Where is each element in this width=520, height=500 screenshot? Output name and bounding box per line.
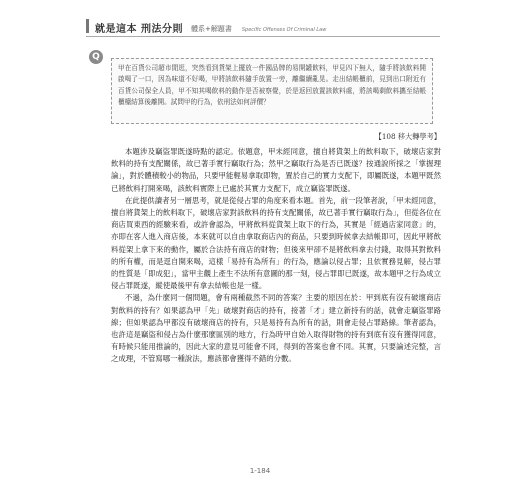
page-header: [86, 13, 446, 35]
question-badge: Q: [89, 50, 103, 64]
question-text: 甲在百貨公司超市閒逛，突然看到貨架上擺放一件國品牌的易開罐飲料，甲見四下無人，隨手將該飲料開啟喝了一口，因為味道不好喝，甲將該飲料隨手放置一旁，離繼續亂晃。走出結帳櫃前，見到出口附近有百貨公司保全人員，甲不知其喝飲料的動作是否被察覺，於是返回放置該飲料處，將該喝剩飲料攜至結帳櫃檯結算後離開。試問甲的行為，依刑法如何評價？: [118, 64, 426, 106]
answer-paragraph-3: 不過，為什麼同一個問題，會有兩種截然不同的答案？主要的原因在於：甲到底有沒有破壞商店對飲料的持有？如果認為甲「先」破壞對商店的持有，接著「才」建立新持有的話，就會走竊盜罪路線；但如果認為甲都沒有破壞商店的持有，只是易持有為所有的話，則會走侵占罪路線。筆者認為，也許這是竊盜和侵占為什麼那麼區別的地方，行為時甲自始入取得財物的持有到底有沒有獲得同意，有時候只能用推論的，因此大家的意見可能會不同，得到的答案也會不同。其實，只要論述完整，言之成理，不管寫哪一種說法，應該都會獲得不錯的分數。: [111, 293, 441, 364]
header-accent-bar: [86, 19, 89, 33]
header-divider: [86, 36, 440, 37]
exam-source-tag: 【108 移大轉學考】: [374, 132, 441, 141]
book-english-title: Specific Offenses Of Criminal Law: [241, 27, 327, 33]
answer-paragraph-2: 在此提供讀者另一層思考，就是從侵占罪的角度來看本題。首先，前一段筆者說，「甲未經同意，擅自將貨架上的飲料取下，破壞店家對該飲料的持有支配關係，故已著手實行竊取行為」，但從各位在商店買東西的經驗來看，或許會認為，甲將飲料從貨架上取下的行為，其實是「經過店家同意」的，亦即在客人進入商店後，本來就可以自由拿取商店內的商品，只要到時候拿去結帳即可，因此甲將飲料從架上拿下來的動作，屬於合法持有商店的財物；但後來甲卻不是將飲料拿去付錢，取得其對飲料的所有權，而是逕自開來喝，這樣「易持有為所有」的行為，應論以侵占罪；且依實務見解，侵占罪的性質是「即成犯」，當甲主觀上產生不法所有意圖的那一刻，侵占罪即已既遂，故本題甲之行為成立侵占罪既遂，縱使最後甲有拿去結帳也是一樣。: [111, 195, 441, 291]
question-box: [111, 58, 433, 124]
book-subtitle: 體系+解題書: [190, 25, 232, 33]
page-number: 1-184: [249, 467, 271, 475]
answer-body: [111, 146, 441, 446]
answer-paragraph-1: 本題涉及竊盜罪既遂時點的認定。依題意，甲未經同意，擅自將貨架上的飲料取下，破壞店家對飲料的持有支配關係，故已著手實行竊取行為；然甲之竊取行為是否已既遂？按通說所採之「掌握理論」，對於體積較小的物品，只要甲能輕易拿取即物，置於自己的實力支配下，即屬既遂，本題甲既然已將飲料打開來喝，該飲料實際上已處於其實力支配下，成立竊盜罪既遂。: [111, 147, 441, 193]
book-title: 就是這本 刑法分則: [95, 24, 183, 35]
